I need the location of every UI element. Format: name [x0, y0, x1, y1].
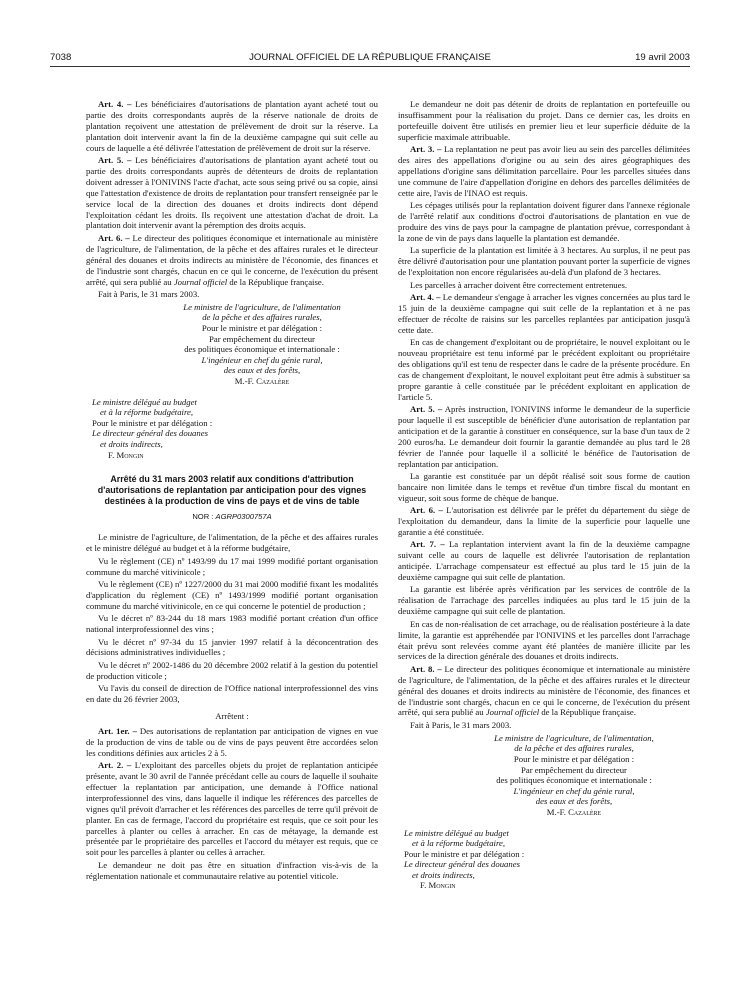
article-text-end: de la République française. — [227, 276, 324, 287]
sig-line: Le directeur général des douanes — [404, 859, 520, 870]
sig-line: des politiques économique et internationale : — [184, 344, 340, 355]
article-label: Art. 6. – — [410, 505, 443, 516]
article-3 — [398, 144, 690, 199]
article-text: La replantation ne peut pas avoir lieu au sein des parcelles délimitées des aires des appellations d'origine ou au sein des aires géographiques des appellations d'origine sans délimitation parcellaire. Pour les parcelles situées dans une commune de l'aire d'appellation d'origine en dehors des parcelles délimitées de cette aire, l'avis de l'INAO est requis. — [398, 144, 690, 198]
article-4 — [86, 99, 378, 154]
sig-line: Le directeur général des douanes — [92, 428, 208, 439]
article-paragraph: Les parcelles à arracher doivent être correctement entretenues. — [410, 279, 628, 290]
article-text: L'autorisation est délivrée par le préfet du département du siège de l'exploitation du demandeur, dans la limite de la superficie pour laquelle une garantie a été constituée. — [398, 505, 690, 537]
sig-line: des politiques économique et internationale : — [496, 775, 652, 786]
visa: Vu le règlement (CE) nº 1493/99 du 17 mai 1999 modifié portant organisation commune du marché vitivinicole ; — [86, 555, 378, 577]
visa: Vu le règlement (CE) nº 1227/2000 du 31 mai 2000 modifié fixant les modalités d'application du règlement (CE) nº 1493/1999 modifié portant organisation commune du marché vitivinicole, en ce qui concerne le potentiel de production ; — [86, 579, 378, 611]
signature-budget — [86, 397, 378, 461]
issue-date: 19 avril 2003 — [635, 52, 690, 63]
article-text: Des autorisations de replantation par anticipation de vignes en vue de la production de vins de table ou de vins de pays peuvent être accordées selon les conditions définies aux articles 2 à 5. — [86, 725, 378, 758]
sig-line: des eaux et des forêts, — [535, 796, 613, 807]
article-label: Art. 6. – — [98, 232, 130, 243]
nor-label: NOR : — [192, 511, 216, 521]
article-label: Art. 5. – — [410, 403, 443, 414]
sig-line: L'ingénieur en chef du génie rural, — [513, 785, 635, 796]
signatory-name: F. Mongin — [108, 449, 144, 460]
sig-line: Le ministre délégué au budget — [92, 396, 197, 407]
sig-line: Pour le ministre et par délégation : — [92, 417, 213, 428]
sig-line: de la pêche et des affaires rurales, — [514, 743, 634, 754]
journal-title: JOURNAL OFFICIEL DE LA RÉPUBLIQUE FRANÇAISE — [249, 52, 491, 63]
article-text: L'exploitant des parcelles objets du projet de replantation anticipée présente, avant le 30 avril de l'année précédant celle au cours de laquelle il souhaite effectuer la replantation par anticipation, une demande à l'Office national interprofessionnel des vins, dans laquelle il indique les références des parcelles de vignes qu'il prévoit d'arracher et les références des parcelles de terre qu'il prévoit de planter. En cas de fermage, l'accord du propriétaire est requis, que ce soit pour les parcelles à planter ou celles à arracher. En cas de métayage, la demande est présentée par le propriétaire des parcelles et l'accord du métayer est requis, que ce soit pour les parcelles à planter ou celles à arracher. — [86, 760, 378, 858]
sig-line: et droits indirects, — [412, 869, 475, 880]
article-label: Art. 4. – — [410, 291, 441, 302]
arretent-heading: Arrêtent : — [215, 711, 249, 722]
journal-officiel-ref: Journal officiel — [485, 707, 540, 718]
article-5 — [398, 404, 690, 469]
article-6 — [398, 505, 690, 538]
page-number: 7038 — [50, 52, 72, 63]
article-5 — [86, 155, 378, 231]
article-paragraph: La garantie est constituée par un dépôt réalisé soit sous forme de caution bancaire non limitée dans le temps et revêtue d'un timbre fiscal du montant en vigueur, soit sous forme de chèque de banque. — [398, 470, 690, 503]
article-text-end: de la République française. — [539, 707, 636, 718]
article-text: Après instruction, l'ONIVINS informe le demandeur de la superficie pour laquelle il est susceptible de bénéficier d'une autorisation de replantation par anticipation et de la garantie à constituer en conséquence, sur la base d'un taux de 2 200 euros/ha. Le demandeur doit fournir la garantie demandée au plus tard le 28 février de l'année pour laquelle il a sollicité le bénéfice de l'autorisation de replantation par anticipation. — [398, 403, 691, 469]
article-text: Le directeur des politiques économique et internationale au ministère de l'agriculture, de l'alimentation, de la pêche et des affaires rurales et le directeur général des douanes et droits indirects au ministère de l'économie, des finances et de l'industrie sont chargés, chacun en ce qui le concerne, de l'exécution du présent arrêté, qui sera publié au — [86, 232, 378, 287]
fait-a-paris: Fait à Paris, le 31 mars 2003. — [98, 288, 200, 299]
article-paragraph: Le demandeur ne doit pas détenir de droits de replantation en portefeuille ou insuffisamment pour la réalisation du projet. Dans ce dernier cas, les droits en portefeuille doivent être utilisés en premier lieu et leur superficie déduite de la superficie maximale attribuable. — [398, 99, 690, 142]
nor-code: AGRP0300757A — [215, 511, 272, 521]
sig-line: Pour le ministre et par délégation : — [404, 848, 525, 859]
journal-officiel-ref: Journal officiel — [173, 276, 228, 287]
signature-agriculture — [398, 733, 690, 818]
visa: Vu l'avis du conseil de direction de l'Office national interprofessionnel des vins en date du 26 février 2003, — [86, 683, 378, 705]
sig-line: et à la réforme budgétaire, — [412, 838, 506, 849]
article-4 — [398, 292, 690, 336]
article-label: Art. 2. – — [98, 760, 132, 771]
article-8 — [398, 664, 690, 719]
article-paragraph: La garantie est libérée après vérification par les services de contrôle de la réalisation de l'arrachage des parcelles indiquées au plus tard le 15 juin de la deuxième campagne qui suit celle de plantation. — [398, 584, 690, 617]
sig-line: Le ministre de l'agriculture, de l'alimentation — [183, 301, 341, 312]
signature-budget — [398, 828, 690, 892]
preamble: Le ministre de l'agriculture, de l'alimentation, de la pêche et des affaires rurales et le ministre délégué au budget et à la réforme budgétaire, — [86, 532, 378, 554]
article-2 — [86, 760, 378, 858]
sig-line: Le ministre délégué au budget — [404, 827, 509, 838]
header-rule — [50, 66, 690, 67]
article-text: Les bénéficiaires d'autorisations de plantation ayant acheté tout ou partie des droits correspondants auprès de détenteurs de droits de replantation doivent adresser à l'ONIVINS l'acte d'achat, acte sous seing privé ou sa copie, ainsi que l'attestation d'existence de droits de replantation pour transfert renseignée par le service local de la direction des douanes et droits indirects dont dépend l'exploitation cédant les droits. Ils reçoivent une attestation d'achat de droit. La plantation doit intervenir avant la péremption des droits acquis. — [86, 155, 378, 231]
visa: Vu le décret nº 97-34 du 15 janvier 1997 relatif à la déconcentration des décisions administratives individuelles ; — [86, 636, 378, 658]
sig-line: des eaux et des forêts, — [223, 365, 301, 376]
sig-line: Pour le ministre et par délégation : — [201, 323, 323, 333]
visa: Vu le décret nº 83-244 du 18 mars 1983 modifié portant création d'un office national interprofessionnel des vins ; — [86, 613, 378, 635]
signatory-name: M.-F. Cazalère — [234, 375, 290, 386]
article-label: Art. 3. – — [410, 144, 442, 155]
article-paragraph: La superficie de la plantation est limitée à 3 hectares. Au surplus, il ne peut pas être délivré d'autorisation pour une plantation pouvant porter la superficie de vignes de l'exploitation non encore régularisées au-delà d'un plafond de 3 hectares. — [398, 245, 690, 278]
article-7 — [398, 539, 690, 583]
article-1 — [86, 726, 378, 759]
sig-line: de la pêche et des affaires rurales, — [202, 312, 322, 323]
signatory-name: M.-F. Cazalère — [546, 806, 602, 817]
sig-line: L'ingénieur en chef du génie rural, — [201, 354, 323, 365]
left-column — [86, 99, 378, 883]
article-text: La replantation intervient avant la fin de la deuxième campagne suivant celle au cours de laquelle est délivrée l'autorisation de replantation anticipée. L'arrachage compensateur est effectué au plus tard le 15 juin de la deuxième campagne qui suit celle de plantation. — [398, 539, 690, 583]
article-paragraph: Les cépages utilisés pour la replantation doivent figurer dans l'annexe régionale de l'arrêté relatif aux conditions d'octroi d'autorisations de plantation en vue de produire des vins de pays pour la campagne de plantation prévue, correspondant à la zone de vin de pays dans laquelle la plantation est demandée. — [398, 200, 690, 243]
article-text: Le demandeur s'engage à arracher les vignes concernées au plus tard le 15 juin de la deuxième campagne qui suit celle de la replantation et à ne pas effectuer de récolte de raisins sur les parcelles replantées par anticipation jusqu'à cette date. — [398, 291, 690, 335]
article-label: Art. 8. – — [410, 663, 442, 674]
sig-line: et à la réforme budgétaire, — [100, 407, 194, 418]
article-label: Art. 5. – — [98, 155, 132, 166]
article-paragraph: En cas de changement d'exploitant ou de propriétaire, le nouvel exploitant ou le nouveau propriétaire est tenu informé par le précédent exploitant ou propriétaire des obligations qu'il est tenu de respecter dans le cadre de la présente procédure. En cas de changement d'exploitant, le nouvel exploitant peut être admis à substituer sa propre garantie à celle constituée par le précédent exploitant en application de l'article 5. — [398, 337, 690, 402]
signatory-name: F. Mongin — [420, 880, 456, 891]
article-paragraph: En cas de non-réalisation de cet arrachage, ou de réalisation postérieure à la date limite, la garantie est appréhendée par l'ONIVINS et les parcelles dont l'arrachage était prévu sont relevées comme ayant été plantées de manière illicite par les services de la direction générale des douanes et droits indirects. — [398, 618, 690, 662]
signature-agriculture — [86, 302, 378, 387]
right-column — [398, 99, 690, 891]
decree-title: Arrêté du 31 mars 2003 relatif aux conditions d'attribution d'autorisations de replantation par anticipation pour des vignes destinées à la production de vins de pays et de vins de table — [97, 474, 367, 506]
fait-a-paris: Fait à Paris, le 31 mars 2003. — [410, 719, 512, 730]
article-6 — [86, 233, 378, 288]
sig-line: Par empêchement du directeur — [521, 764, 627, 775]
sig-line: Le ministre de l'agriculture, de l'alimentation, — [494, 732, 654, 743]
article-paragraph: Le demandeur ne doit pas être en situation d'infraction vis-à-vis de la réglementation nationale et communautaire relative au potentiel viticole. — [86, 859, 378, 881]
article-text: Le directeur des politiques économique et internationale au ministère de l'agriculture, de l'alimentation, de la pêche et des affaires rurales et le directeur général des douanes et droits indirects au ministère de l'économie, des finances et de l'industrie sont chargés, chacun en ce qui le concerne, de l'exécution du présent arrêté, qui sera publié au — [398, 663, 690, 718]
visa: Vu le décret nº 2002-1486 du 20 décembre 2002 relatif à la gestion du potentiel de production viticole ; — [86, 659, 378, 681]
article-label: Art. 1er. – — [98, 725, 137, 736]
article-text: Les bénéficiaires d'autorisations de plantation ayant acheté tout ou partie des droits correspondants auprès de la réserve nationale de droits de plantation reçoivent une attestation de prélèvement de droit sur la réserve. La plantation doit intervenir avant la fin de la deuxième campagne qui suit celle au cours de laquelle a été délivrée l'attestation de prélèvement de droit sur la réserve. — [86, 99, 378, 153]
sig-line: et droits indirects, — [100, 438, 163, 449]
nor-reference — [86, 512, 378, 523]
article-label: Art. 4. – — [98, 99, 132, 109]
sig-line: Par empêchement du directeur — [209, 333, 315, 344]
sig-line: Pour le ministre et par délégation : — [513, 753, 635, 764]
article-label: Art. 7. – — [410, 539, 445, 550]
